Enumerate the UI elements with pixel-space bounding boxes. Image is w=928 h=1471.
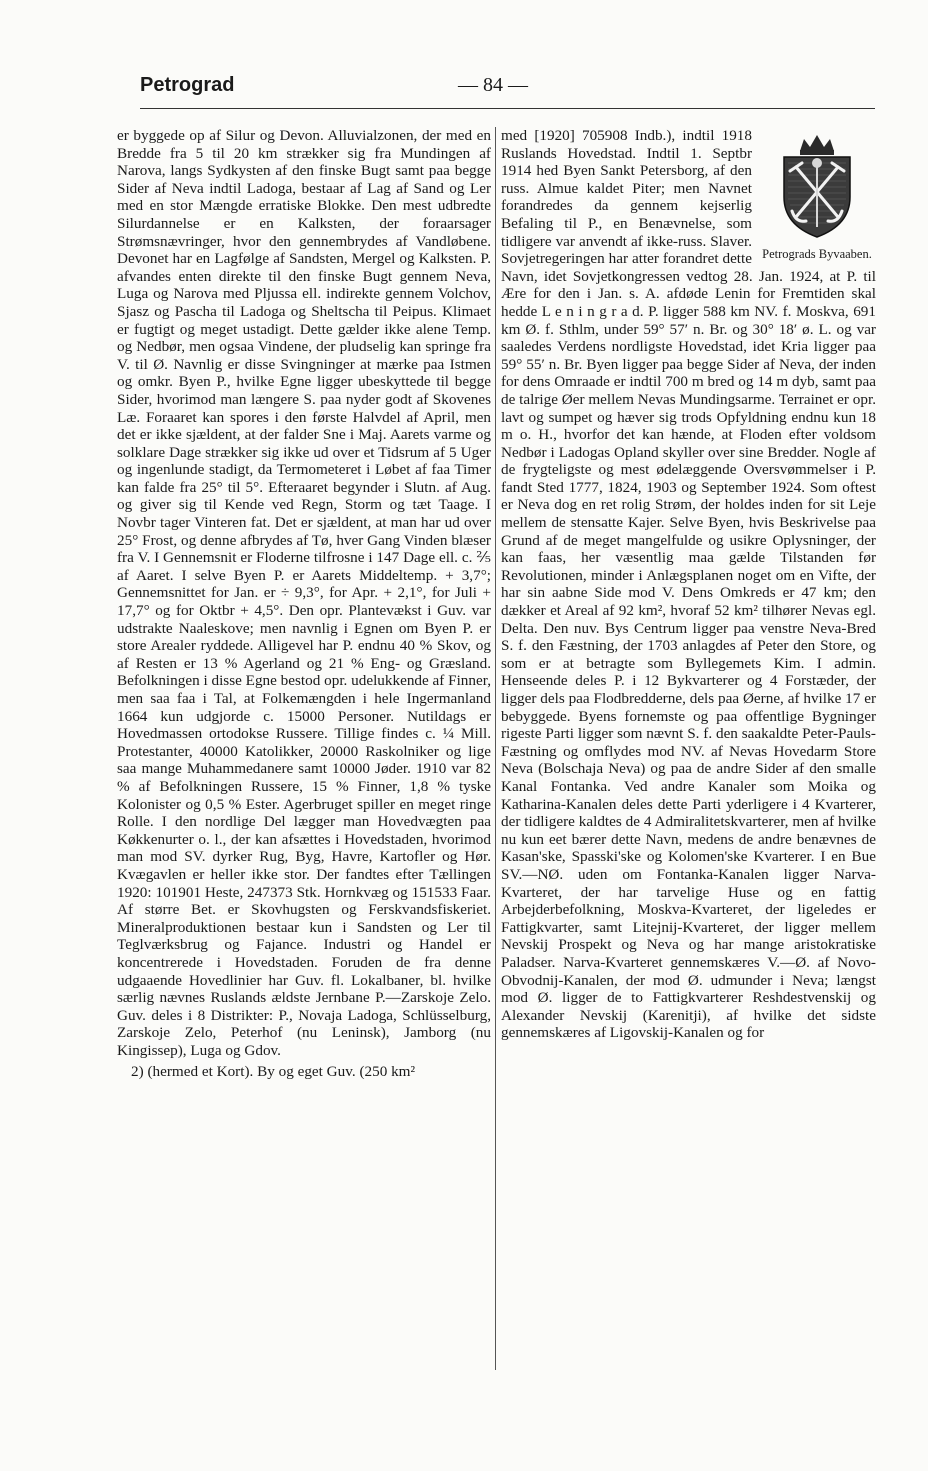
left-column — [117, 127, 491, 1081]
right-column-text: med [1920] 705908 Indb.), indtil 1918 Ruslands Hovedstad. Indtil 1. Septbr 1914 hed Byen Sankt Petersborg, af den russ. Almue kaldet Piter; men Navnet forandredes da gennem kejserlig Befaling til P., en Benævnelse, som tidligere var anvendt af ikke-russ. Slaver. Sovjetregeringen har atter forandret dette Navn, idet Sovjetkongressen vedtog 28. Jan. 1924, at P. til Ære for den i Jan. s. A. afdøde Lenin for Fremtiden skal hedde L e n i n g r a d. P. ligger 588 km NV. f. Moskva, 691 km Ø. f. Sthlm, under 59° 57′ n. Br. og 30° 18′ ø. L. og var saaledes Verdens nordligste Hovedstad, idet Kria ligger paa 59° 55′ n. Br. Byen ligger paa begge Sider af Neva, der inden for dens Omraade er indtil 700 m bred og 14 m dyb, samt paa de talrige Øer mellem Nevas Mundingsarme. Terrainet er opr. lavt og sumpet og hæver sig trods Opfyldning endnu kun 18 m o. H., hvorfor det kan hænde, at Floden efter voldsom Nedbør i Ladogas Opland skyller over sine Bredder. Nogle af de frygteligste og mest ødelæggende Oversvømmelser i P. fandt Sted 1777, 1824, 1903 og September 1924. Som oftest er Neva dog en ret rolig Strøm, der holdes inden for sit Leje mellem de stensatte Kajer. Selve Byen, hvis Beskrivelse paa Grund af de meget mangelfulde og usikre Oplysninger, der kan faas, her væsentlig maa gælde Tilstanden før Revolutionen, minder i Anlægsplanen noget om en Vifte, der har sin aabne Side mod V. Dens Omkreds er 47 km; den dækker et Areal af 92 km², hvoraf 52 km² tilhører Nevas egl. Delta. Den nuv. Bys Centrum ligger paa venstre Neva-Bred S. f. den Fæstning, der 1703 anlagdes af Peter den Store, og som er at betragte som Byllegemets Kim. I admin. Henseende deles P. i 12 Bykvarterer og 4 Forstæder, der ligger dels paa Flodbredderne, dels paa Øerne, af hvilke 17 er bebyggede. Byens fornemste og paa offentlige Bygninger rigeste Parti ligger som nævnt S. f. den saakaldte Peter-Pauls-Fæstning og omflydes mod NV. af Nevas Hovedarm Store Neva (Bolschaja Neva) og paa de andre Sider af den smalle Kanal Fontanka. Ved andre Kanaler som Moika og Katharina-Kanalen deles dette Parti yderligere i 4 Kvarterer, der tidligere kaldtes de 4 Admiralitetskvarterer, men af hvilke nu kun eet bærer dette Navn, medens de andre benævnes de Kasan'ske, Spasski'ske og Kolomen'ske Kvarterer. I en Bue SV.—NØ. uden om Fontanka-Kanalen ligger Narva-Kvarteret, der har tarvelige Huse og en fattig Arbejderbefolkning, Moskva-Kvarteret, der ligeledes er Fattigkvarter, samt Litejnij-Kvarteret, der ligger mellem Nevskij Prospekt og Neva og har mange aristokratiske Paladser. Narva-Kvarteret gennemskæres V.—Ø. af Novo-Obvodnij-Kanalen, der mod Ø. udmunder i Neva; længst mod Ø. ligger de to Fattigkvarterer Reshdestvenskij og Alexander Nevskij (Karenitji), af hvilke det sidste gennemskæres af Ligovskij-Kanalen og for — [501, 127, 876, 1042]
right-column — [501, 127, 876, 1042]
page-number: — 84 — — [458, 74, 528, 96]
page-header — [140, 74, 875, 104]
column-divider — [495, 127, 496, 1370]
coat-of-arms-icon — [776, 131, 858, 241]
figure-caption: Petrograds Byvaaben. — [762, 247, 872, 261]
left-column-text: er byggede op af Silur og Devon. Alluvialzonen, der med en Bredde fra 5 til 20 km strækker sig fra Mundingen af Narova, langs Sydkysten af den finske Bugt samt paa begge Sider af Neva indtil Ladoga, bestaar af Lag af Sand og Ler med en stor Mængde erratiske Blokke. Den mest udbredte Silurdannelse er en Kalksten, der foraarsager Strømsnævringer, hvor den gennembrydes af Vandløbene. Devonet har en Lagfølge af Sandsten, Mergel og Kalksten. P. afvandes enten direkte til den finske Bugt gennem Neva, Luga og Narova med Pljussa ell. indirekte gennem Volchov, Sjasz og Pascha til Ladoga og Sheltscha til Peipus. Klimaet er fugtigt og meget ustadigt. Dette gælder ikke alene Temp. og Nedbør, men ogsaa Vindene, der pludselig kan springe fra V. til Ø. Navnlig er disse Svingninger at mærke paa Istmen og omkr. Byen P., hvilke Egne ligger ubeskyttede til begge Sider, hvorimod man længere S. paa nyder godt af Skovenes Læ. Foraaret kan spores i den første Halvdel af April, men det er ikke sjældent, at der falder Sne i Maj. Aarets varme og solklare Dage strækker sig ikke ud over et Tidsrum af 5 Uger og ingenlunde stadigt, da Termometeret i Løbet af faa Timer kan falde fra 25° til 5°. Efteraaret begynder i Slutn. af Aug. og giver sig til Kende ved Regn, Storm og tæt Taage. I Novbr tager Vinteren fat. Det er sjældent, at man har ud over 25° Frost, og denne afbrydes af Tø, hver Gang Vinden blæser fra V. I Gennemsnit er Floderne tilfrosne i 147 Dage ell. c. ⅖ af Aaret. I selve Byen P. er Aarets Middeltemp. + 3,7°; Gennemsnittet for Jan. er ÷ 9,3°, for Apr. + 2,1°, for Juli + 17,7° og for Oktbr + 4,5°. Den opr. Plantevækst i Guv. var udstrakte Naaleskove; men navnlig i Egnen om Byen P. er store Arealer ryddede. Alligevel har P. endnu 40 % Skov, og af Resten er 13 % Agerland og 21 % Eng- og Græsland. Befolkningen i disse Egne bestod opr. udelukkende af Finner, men saa faa i Tal, at Folkemængden i hele Ingermanland 1664 kun udgjorde c. 15000 Personer. Nutildags er Hovedmassen ortodokse Russere. Tillige findes c. ¼ Mill. Protestanter, 40000 Katolikker, 20000 Raskolniker og lige saa mange Muhammedanere samt 10000 Jøder. 1910 var 82 % af Befolkningen Russere, 15 % Finner, 1,8 % tyske Kolonister og 0,5 % Ester. Agerbruget spiller en meget ringe Rolle. I den nordlige Del lægger man Hovedvægten paa Køkkenurter o. l., der kan afsættes i Hovedstaden, hvorimod man mod SV. dyrker Rug, Byg, Havre, Kartofler og Hør. Kvægavlen er heller ikke stor. Der fandtes efter Tællingen 1920: 101901 Heste, 247373 Stk. Hornkvæg og 151533 Faar. Af større Bet. er Skovhugsten og Ferskvandsfiskeriet. Mineralproduktionen bestaar kun i Sandsten og Ler til Teglværksbrug og Fajance. Industri og Handel er koncentrerede i Hovedstaden. Foruden de fra denne udgaaende Hovedlinier har Guv. fl. Lokalbaner, bl. hvilke særlig nævnes Ruslands ældste Jernbane P.—Zarskoje Zelo. Guv. deles i 8 Distrikter: P., Novaja Ladoga, Schlüsselburg, Zarskoje Zelo, Peterhof (nu Leninsk), Jamborg (nu Kingissep), Luga og Gdov. — [117, 127, 491, 1059]
header-rule — [140, 108, 875, 109]
coat-of-arms-figure — [758, 131, 876, 261]
footnote-reference: 2) (hermed et Kort). By og eget Guv. (250 km² — [131, 1063, 416, 1081]
running-head: Petrograd — [140, 74, 235, 96]
